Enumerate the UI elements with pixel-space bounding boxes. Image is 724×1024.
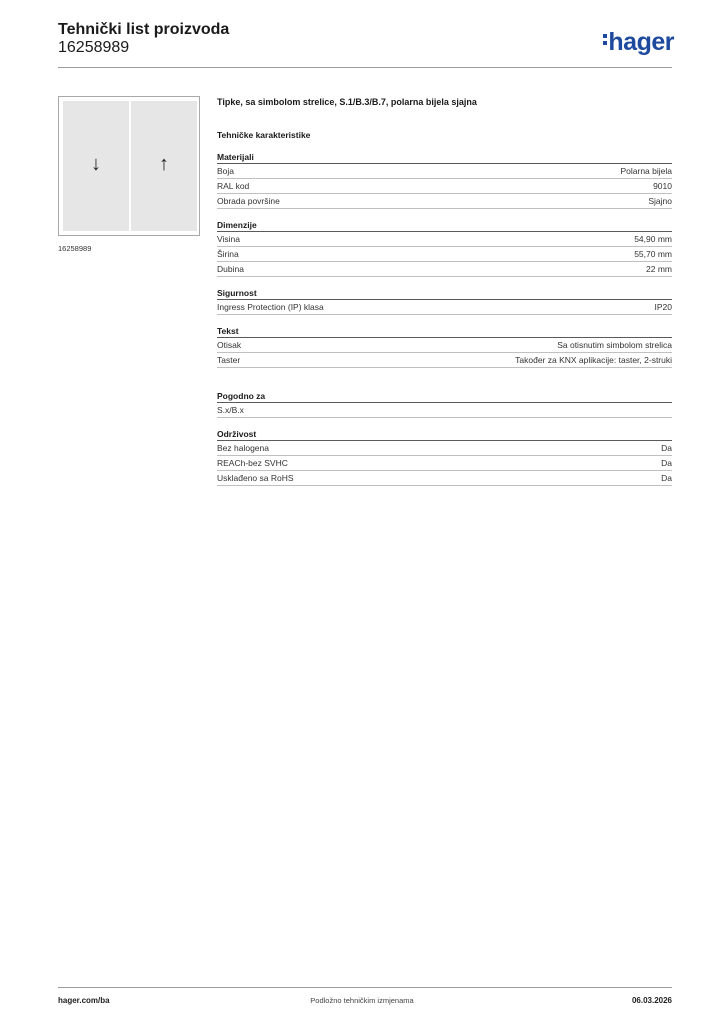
group-tekst (217, 325, 672, 368)
spec-row (217, 403, 672, 418)
footer-divider (58, 987, 672, 988)
spec-label: Boja (217, 166, 235, 176)
spec-value: Također za KNX aplikacije: taster, 2-struki (515, 355, 672, 365)
spec-value: IP20 (654, 302, 672, 312)
group-pogodno-za (217, 390, 672, 418)
document-title: Tehnički list proizvoda (58, 21, 230, 38)
spec-value: 9010 (653, 181, 672, 191)
spec-content (217, 96, 672, 486)
product-title: Tipke, sa simbolom strelice, S.1/B.3/B.7, polarna bijela sjajna (217, 97, 477, 107)
spec-value: 55,70 mm (634, 249, 672, 259)
spec-value: Sa otisnutim simbolom strelica (557, 340, 672, 350)
logo-text: hager (608, 28, 674, 56)
spec-label: RAL kod (217, 181, 250, 191)
spec-label: Visina (217, 234, 240, 244)
spec-row (217, 247, 672, 262)
group-materijali (217, 151, 672, 209)
group-title: Materijali (217, 151, 672, 164)
group-title: Tekst (217, 325, 672, 338)
spec-label: Širina (217, 249, 239, 259)
spec-row (217, 338, 672, 353)
spec-label: Usklađeno sa RoHS (217, 473, 294, 483)
spec-value: Da (661, 458, 672, 468)
footer-website-link[interactable]: hager.com/ba (58, 996, 110, 1005)
spec-label: Otisak (217, 340, 242, 350)
group-title: Sigurnost (217, 287, 672, 300)
rocker-right (131, 101, 197, 231)
spec-row (217, 179, 672, 194)
spec-label: REACh-bez SVHC (217, 458, 288, 468)
footer-note: Podložno tehničkim izmjenama (310, 996, 414, 1005)
product-image (58, 96, 200, 236)
spec-value: 22 mm (646, 264, 672, 274)
spec-label: Bez halogena (217, 443, 269, 453)
group-title: Održivost (217, 428, 672, 441)
section-title: Tehničke karakteristike (217, 130, 311, 140)
header-divider (58, 67, 672, 68)
image-caption: 16258989 (58, 244, 92, 253)
spec-label: S.x/B.x (217, 405, 244, 415)
footer-date: 06.03.2026 (631, 996, 672, 1005)
spec-value: Sjajno (648, 196, 672, 206)
spec-label: Ingress Protection (IP) klasa (217, 302, 324, 312)
group-title: Pogodno za (217, 390, 672, 403)
spec-value: Polarna bijela (620, 166, 672, 176)
arrow-up-icon: ↑ (159, 153, 169, 175)
group-dimenzije (217, 219, 672, 277)
spec-row (217, 471, 672, 486)
group-title: Dimenzije (217, 219, 672, 232)
rocker-left (63, 101, 129, 231)
spec-value: Da (661, 473, 672, 483)
spec-row (217, 232, 672, 247)
group-odrzivost (217, 428, 672, 486)
spec-row (217, 353, 672, 368)
spec-row (217, 194, 672, 209)
group-sigurnost (217, 287, 672, 315)
product-number: 16258989 (58, 39, 130, 56)
spec-label: Dubina (217, 264, 244, 274)
spec-row (217, 164, 672, 179)
arrow-down-icon: ↓ (91, 153, 101, 175)
spec-row (217, 441, 672, 456)
spec-label: Taster (217, 355, 241, 365)
spec-row (217, 456, 672, 471)
spec-label: Obrada površine (217, 196, 280, 206)
hager-logo[interactable] (603, 28, 674, 57)
logo-dots-icon (603, 34, 607, 48)
spec-value: 54,90 mm (634, 234, 672, 244)
spec-value: Da (661, 443, 672, 453)
spec-row (217, 262, 672, 277)
spec-row (217, 300, 672, 315)
